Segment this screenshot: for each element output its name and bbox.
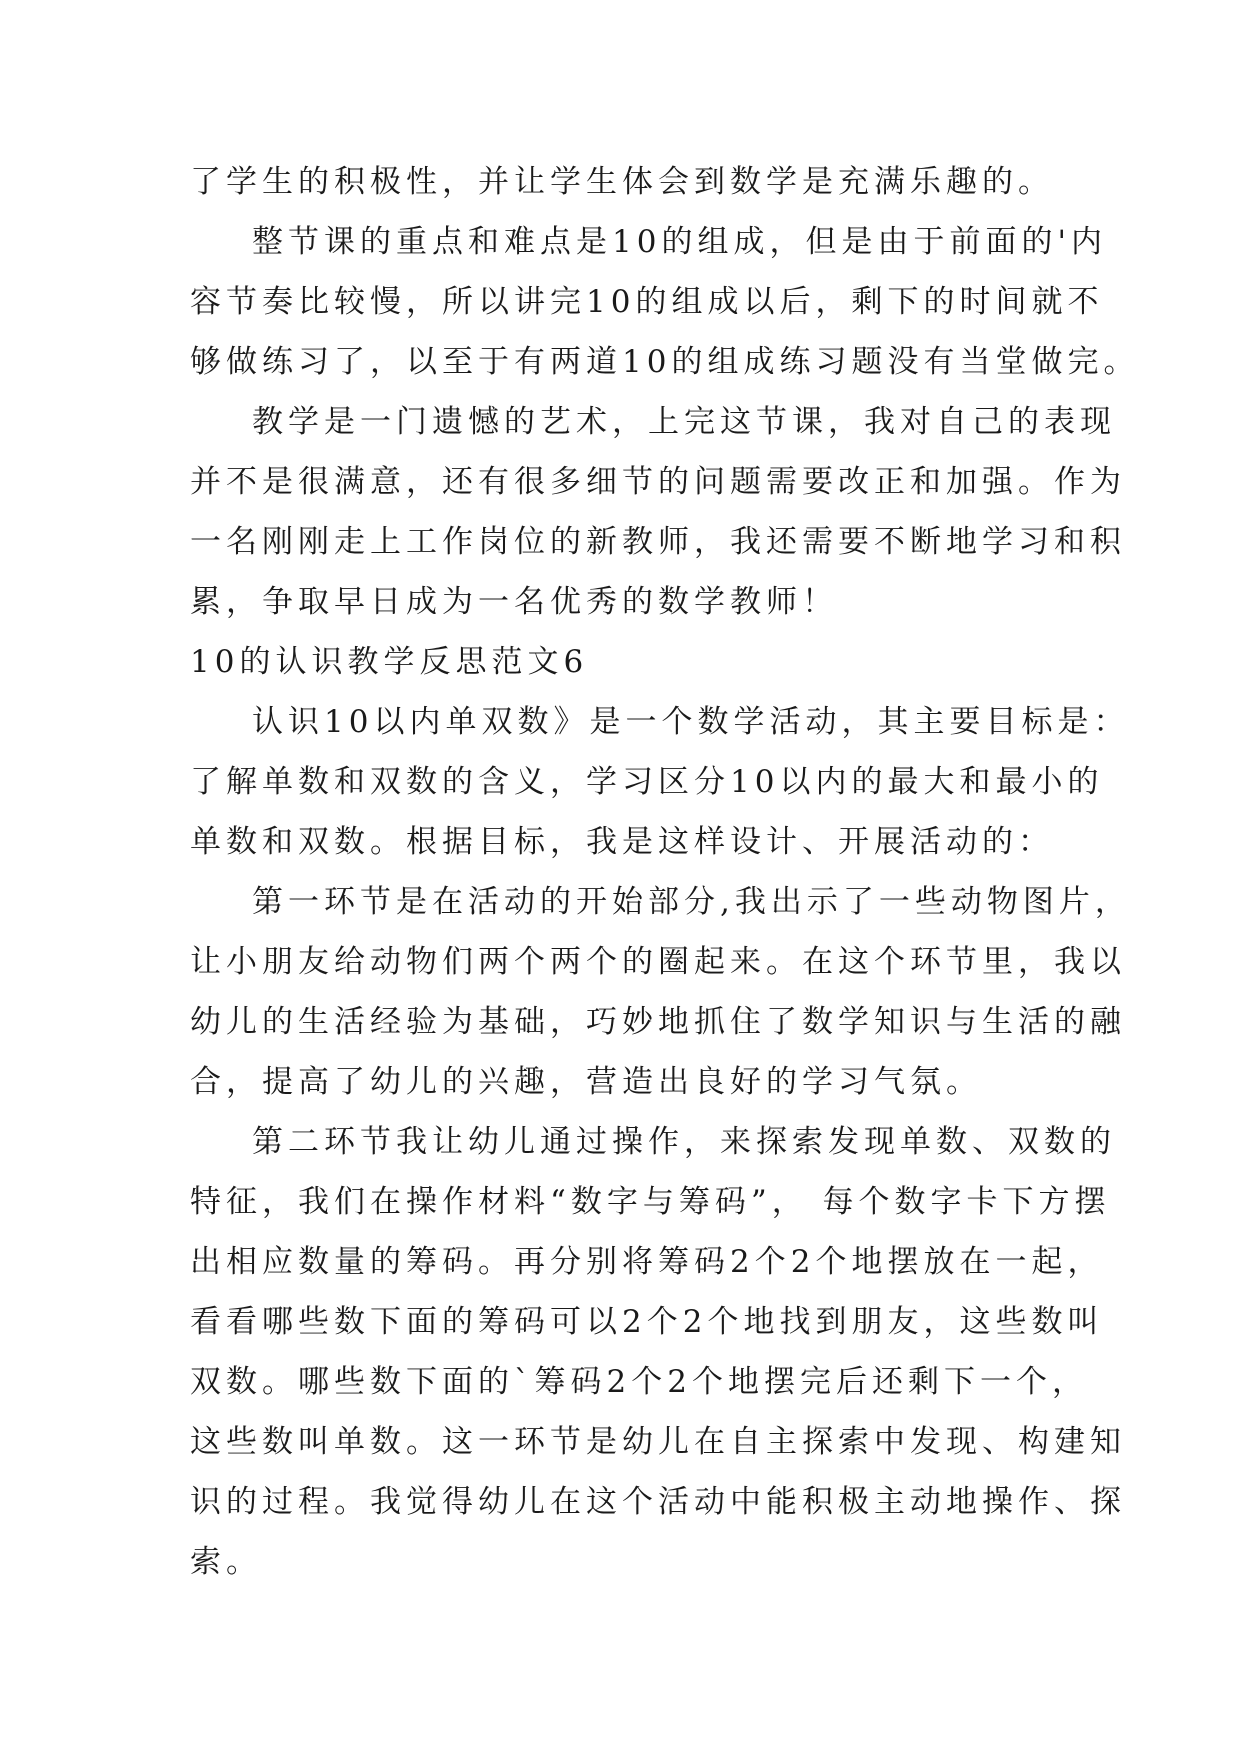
- paragraph-line: 整节课的重点和难点是10的组成，但是由于前面的'内: [252, 224, 1107, 260]
- paragraph-line: 索。: [190, 1544, 262, 1580]
- paragraph-line: 这些数叫单数。这一环节是幼儿在自主探索中发现、构建知: [190, 1424, 1126, 1460]
- paragraph-line: 累，争取早日成为一名优秀的数学教师！: [190, 584, 838, 620]
- paragraph-line: 出相应数量的筹码。再分别将筹码2个2个地摆放在一起，: [190, 1244, 1104, 1280]
- paragraph-line: 幼儿的生活经验为基础，巧妙地抓住了数学知识与生活的融: [190, 1004, 1126, 1040]
- paragraph-line: 第二环节我让幼儿通过操作，来探索发现单数、双数的: [252, 1124, 1116, 1160]
- paragraph-line: 容节奏比较慢，所以讲完10的组成以后，剩下的时间就不: [190, 284, 1104, 320]
- paragraph-line: 教学是一门遗憾的艺术，上完这节课，我对自己的表现: [252, 404, 1116, 440]
- paragraph-line: 认识10以内单双数》是一个数学活动，其主要目标是：: [252, 704, 1130, 740]
- paragraph-line: 了解单数和双数的含义，学习区分10以内的最大和最小的: [190, 764, 1104, 800]
- paragraph-line: 双数。哪些数下面的`筹码2个2个地摆完后还剩下一个，: [190, 1364, 1088, 1400]
- paragraph-line: 特征，我们在操作材料“数字与筹码”， 每个数字卡下方摆: [190, 1184, 1111, 1220]
- paragraph-line: 并不是很满意，还有很多细节的问题需要改正和加强。作为: [190, 464, 1126, 500]
- paragraph-line: 一名刚刚走上工作岗位的新教师，我还需要不断地学习和积: [190, 524, 1126, 560]
- paragraph-line: 合，提高了幼儿的兴趣，营造出良好的学习气氛。: [190, 1064, 982, 1100]
- section-heading: 10的认识教学反思范文6: [190, 644, 589, 680]
- paragraph-line: 了学生的积极性，并让学生体会到数学是充满乐趣的。: [190, 164, 1054, 200]
- paragraph-line: 让小朋友给动物们两个两个的圈起来。在这个环节里，我以: [190, 944, 1126, 980]
- paragraph-line: 单数和双数。根据目标，我是这样设计、开展活动的：: [190, 824, 1054, 860]
- paragraph-line: 看看哪些数下面的筹码可以2个2个地找到朋友，这些数叫: [190, 1304, 1104, 1340]
- paragraph-line: 第一环节是在活动的开始部分,我出示了一些动物图片，: [252, 884, 1131, 920]
- paragraph-line: 识的过程。我觉得幼儿在这个活动中能积极主动地操作、探: [190, 1484, 1126, 1520]
- paragraph-line: 够做练习了，以至于有两道10的组成练习题没有当堂做完。: [190, 344, 1140, 380]
